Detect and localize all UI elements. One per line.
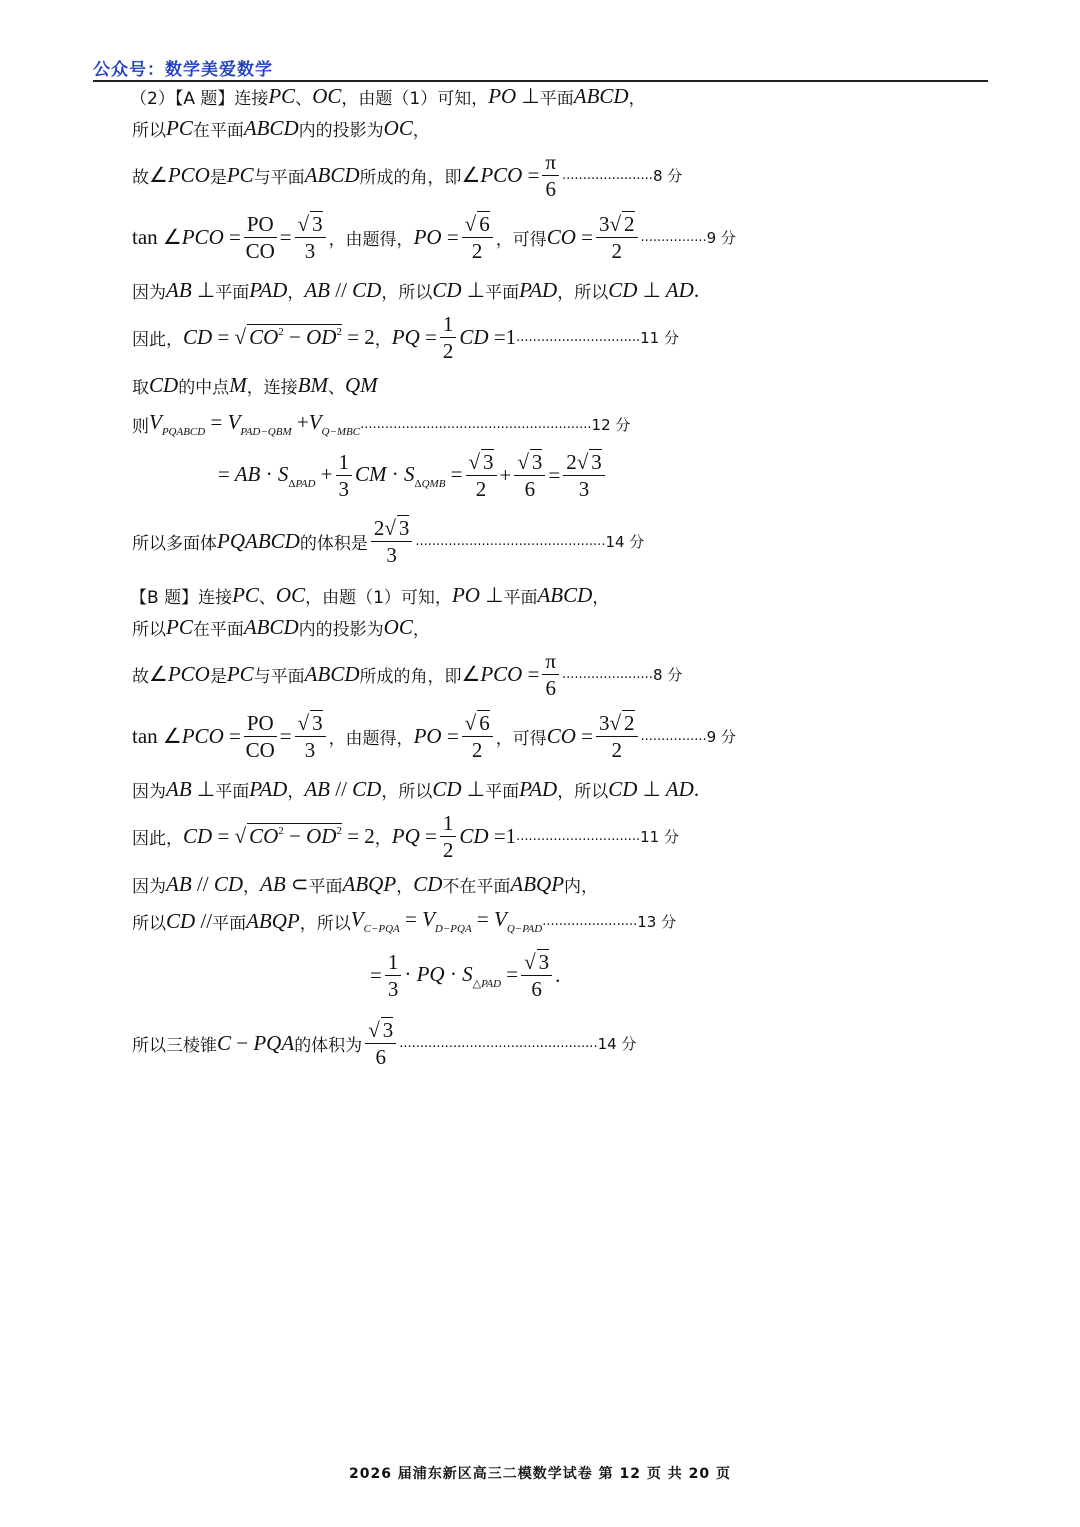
a-line-1: （2）【A 题】连接 PC 、 OC ，由题（1）可知， PO ⊥ 平面 ABCD ， — [130, 84, 646, 109]
b-line-5: 因为 AB ⊥ 平面 PAD ， AB // CD ，所以 CD ⊥ 平面 PAD ，所以 CD ⊥ AD. — [132, 777, 700, 802]
a-line-6: 因此， CD = √ $CO^2 - OD^2 = 2$ ， PQ = $\frac{1}{2}$ CD =1 .............................. 11 分 — [132, 312, 679, 363]
b-line-1: 【B 题】连接 PC 、 OC ，由题（1）可知， PO ⊥ 平面 ABCD ， — [130, 583, 610, 608]
b-line-4: tan ∠PCO = $\frac{PO}{CO}$ = $\frac{√ 3}{3}$ ，由题得， PO = $\frac{√ 6}{2}$ ，可得 CO = $\frac{3√ 2}{2}$ ................ 9 分 — [132, 711, 736, 762]
a-line-7: 取 CD 的中点 M ，连接 BM 、 QM — [132, 373, 378, 398]
a-line-3: 故 ∠PCO 是 PC 与平面 ABCD 所成的角，即 ∠PCO = $\frac{\pi}{6}$ ...................... 8 分 — [132, 150, 683, 201]
header-rule — [93, 80, 988, 82]
a-line-5: 因为 AB ⊥ 平面 PAD ， AB // CD ，所以 CD ⊥ 平面 PAD ，所以 CD ⊥ AD. — [132, 278, 700, 303]
a-line-9: = AB · $S_{\Delta PAD}$ + $\frac{1}{3}$ CM · $S_{\Delta QMB}$ = $\frac{√ 3}{2}$ + $\frac{√ 3}{6}$ = $\frac{2√ 3}{3}$ — [218, 450, 608, 501]
b-line-6: 因此， CD = √ $CO^2 - OD^2 = 2$ ， PQ = $\frac{1}{2}$ CD =1 .............................. 11 分 — [132, 811, 679, 862]
page-footer: 2026 届浦东新区高三二模数学试卷 第 12 页 共 20 页 — [348, 1466, 732, 1482]
header-account: 公众号：数学美爱数学 — [93, 60, 273, 80]
b-line-3: 故 ∠PCO 是 PC 与平面 ABCD 所成的角，即 ∠PCO = $\frac{\pi}{6}$ ...................... 8 分 — [132, 649, 683, 700]
a-line-10: 所以多面体 PQABCD 的体积是 $\frac{2√ 3}{3}$ .............................................. 14 分 — [132, 516, 645, 567]
b-line-7: 因为 AB // CD ， AB ⊂ 平面 ABQP ， CD 不在平面 ABQP 内， — [132, 872, 599, 897]
b-line-10: 所以三棱锥 C − PQA 的体积为 $\frac{√ 3}{6}$ ................................................ 14 分 — [132, 1018, 637, 1069]
a-line-2: 所以 PC 在平面 ABCD 内的投影为 OC ， — [132, 116, 430, 141]
b-line-2: 所以 PC 在平面 ABCD 内的投影为 OC ， — [132, 615, 430, 640]
b-line-9: = $\frac{1}{3}$ · PQ · $S_{\triangle PAD}$ = $\frac{√ 3}{6}$ . — [370, 950, 561, 1001]
a-line-4: tan ∠PCO = $\frac{PO}{CO}$ = $\frac{√ 3}{3}$ ，由题得， PO = $\frac{√ 6}{2}$ ，可得 CO = $\frac{3√ 2}{2}$ ................ 9 分 — [132, 212, 736, 263]
a-line-8: 则 $V_{PQABCD} = V_{PAD-QBM} +V_{Q-MBC}$ ........................................................ 12 分 — [132, 410, 631, 438]
b-line-8: 所以 CD // 平面 ABQP ，所以 $V_{C-PQA} = V_{D-PQA} = V_{Q-PAD}$ ....................... 13 分 — [132, 907, 677, 935]
